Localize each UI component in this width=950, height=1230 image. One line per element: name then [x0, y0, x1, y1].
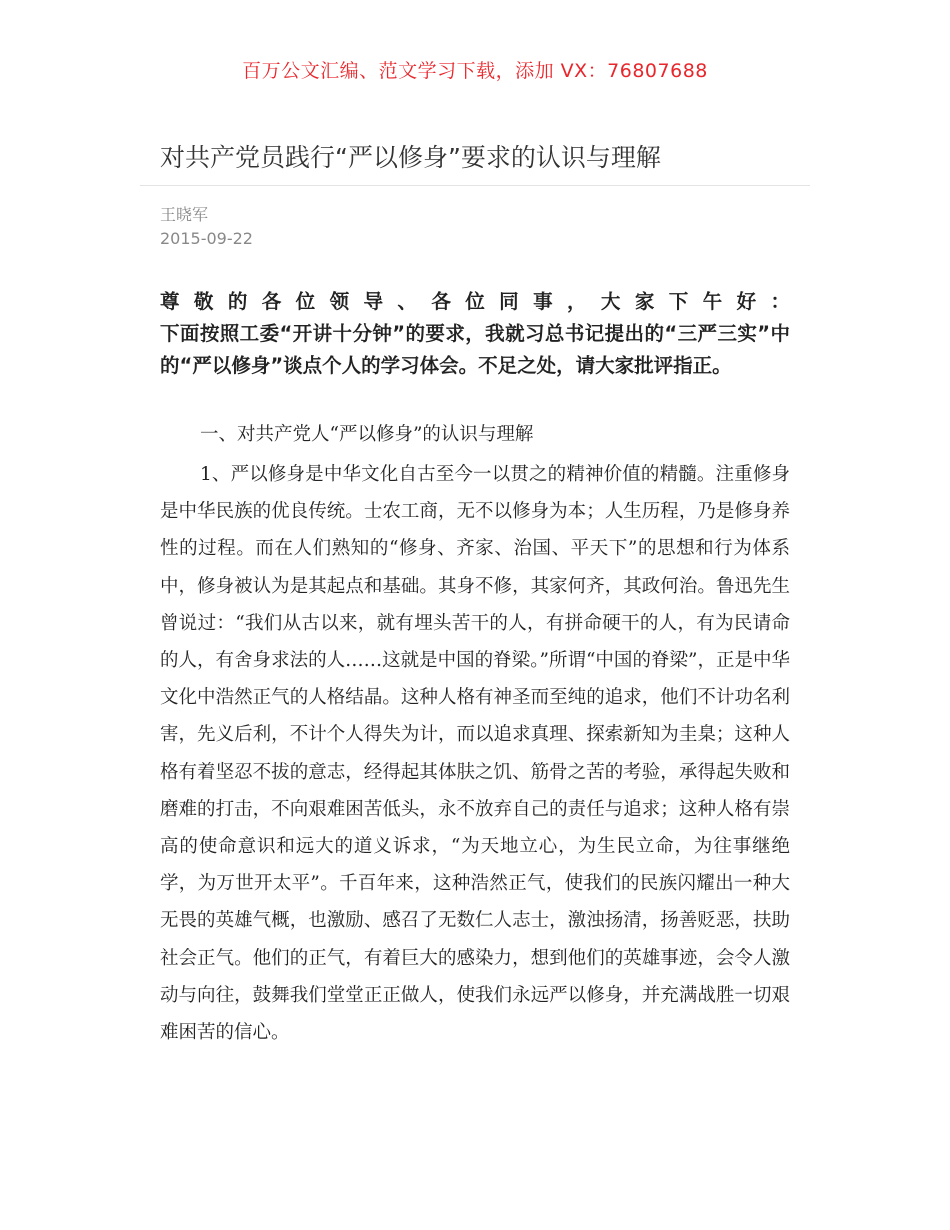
promo-banner: 百万公文汇编、范文学习下载，添加 VX：76807688: [242, 60, 708, 82]
article-title: 对共产党员践行“严以修身”要求的认识与理解: [160, 143, 661, 172]
article-date: 2015-09-22: [160, 229, 253, 248]
greeting-intro: 下面按照工委“开讲十分钟”的要求，我就习总书记提出的“三严三实”中的“严以修身”谈点个人的学习体会。不足之处，请大家批评指正。: [160, 322, 790, 377]
title-divider: [140, 185, 810, 186]
article-author: 王晓军: [160, 205, 209, 224]
body-paragraph: 1、严以修身是中华文化自古至今一以贯之的精神价值的精髓。注重修身是中华民族的优良传统。士农工商，无不以修身为本；人生历程，乃是修身养性的过程。而在人们熟知的“修身、齐家、治国、平天下”的思想和行为体系中，修身被认为是其起点和基础。其身不修，其家何齐，其政何治。鲁迅先生曾说过：“我们从古以来，就有埋头苦干的人，有拼命硬干的人，有为民请命的人，有舍身求法的人……这就是中国的脊梁。”所谓“中国的脊梁”，正是中华文化中浩然正气的人格结晶。这种人格有神圣而至纯的追求，他们不计功名利害，先义后利，不计个人得失为计，而以追求真理、探索新知为圭臬；这种人格有着坚忍不拔的意志，经得起其体肤之饥、筋骨之苦的考验，承得起失败和磨难的打击，不向艰难困苦低头，永不放弃自己的责任与追求；这种人格有崇高的使命意识和远大的道义诉求，“为天地立心，为生民立命，为往事继绝学，为万世开太平”。千百年来，这种浩然正气，使我们的民族闪耀出一种大无畏的英雄气概，也激励、感召了无数仁人志士，激浊扬清，扬善贬恶，扶助社会正气。他们的正气，有着巨大的感染力，想到他们的英雄事迹，会令人激动与向往，鼓舞我们堂堂正正做人，使我们永远严以修身，并充满战胜一切艰难困苦的信心。: [160, 464, 790, 1044]
section-heading: 一、对共产党人“严以修身”的认识与理解: [200, 424, 534, 445]
greeting-block: [160, 286, 790, 382]
greeting-salutation: 尊敬的各位领导、各位同事，大家下午好：: [160, 290, 790, 313]
